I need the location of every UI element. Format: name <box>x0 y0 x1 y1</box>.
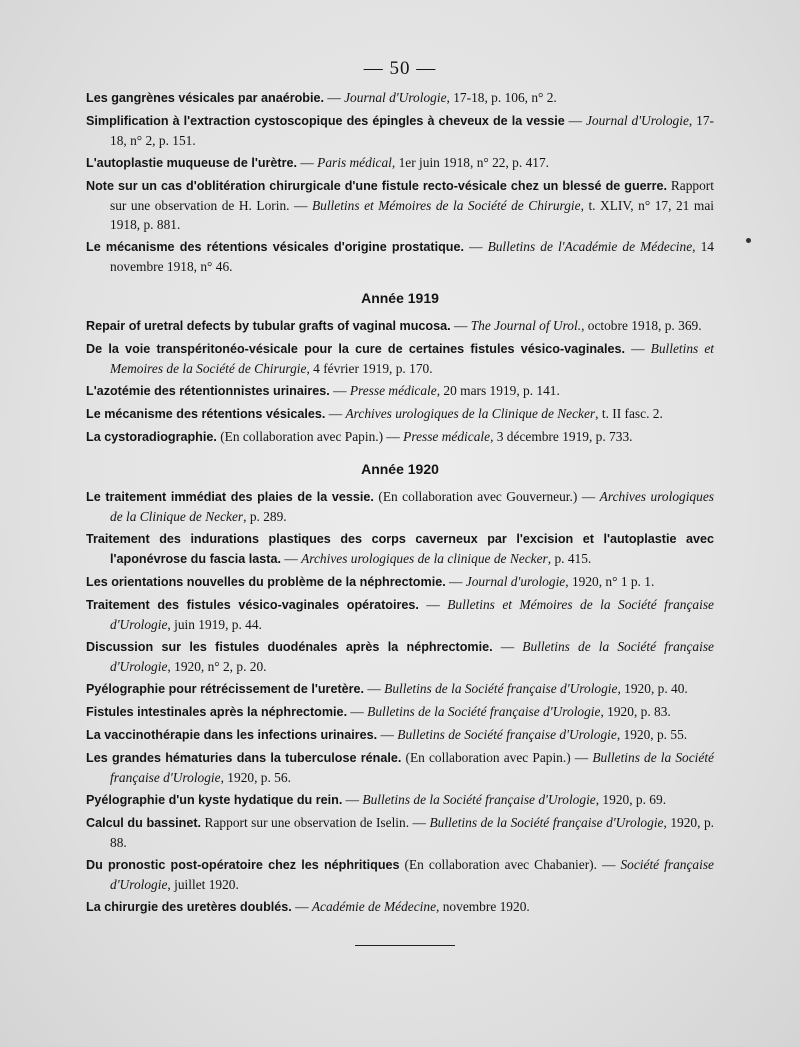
entry-source: Presse médicale <box>403 429 491 444</box>
entry-title: La chirurgie des uretères doublés. <box>86 900 292 914</box>
bibliography-entry <box>86 427 714 447</box>
entry-details: , 1920, p. 83. <box>600 704 671 719</box>
entry-title: Le mécanisme des rétentions vésicales d'origine prostatique. <box>86 240 465 254</box>
entry-details: , 14 novembre 1918, n° 46. <box>110 239 714 274</box>
entry-details: , 1920, p. 69. <box>595 792 667 807</box>
entry-source: Archives urologiques de la Clinique de Necker <box>110 489 714 524</box>
entry-details: , p. 289. <box>243 509 287 524</box>
entry-details: , 1920, p. 40. <box>617 681 688 696</box>
entry-details: , 1920, p. 55. <box>616 727 688 742</box>
entry-note: — <box>492 639 523 654</box>
bibliography-entry <box>86 595 714 634</box>
bibliography-entry <box>86 855 714 894</box>
entry-title: Fistules intestinales après la néphrectomie. <box>86 705 348 719</box>
entry-details: , octobre 1918, p. 369. <box>581 318 702 333</box>
entry-details: , novembre 1920. <box>436 899 530 914</box>
bibliography-entry <box>86 813 714 852</box>
entry-title: Calcul du bassinet. <box>86 816 202 830</box>
ink-speck <box>746 238 751 243</box>
entry-title: La vaccinothérapie dans les infections urinaires. <box>86 728 378 742</box>
entry-source: Bulletins de Société française d'Urologie <box>397 727 617 742</box>
bibliography-entry <box>86 572 714 592</box>
entry-source: Archives urologiques de la Clinique de Necker <box>345 406 596 421</box>
entry-note: (En collaboration avec Papin.) — <box>401 750 593 765</box>
entry-source: Société française d'Urologie <box>110 857 714 892</box>
entry-details: , t. XLIV, n° 17, 21 mai 1918, p. 881. <box>110 198 714 232</box>
entry-details: , 17-18, n° 2, p. 151. <box>110 113 715 148</box>
entry-title: Pyélographie d'un kyste hydatique du rein. <box>86 793 343 807</box>
entry-title: Traitement des fistules vésico-vaginales opératoires. <box>86 598 419 612</box>
page-number: — 50 — <box>363 58 437 79</box>
bibliography-entry <box>86 702 714 722</box>
entry-note: (En collaboration avec Gouverneur.) — <box>373 489 600 504</box>
entry-details: , 3 décembre 1919, p. 733. <box>490 429 633 444</box>
entry-note: — <box>418 597 448 612</box>
entry-note: — <box>364 681 385 696</box>
entry-note: — <box>377 727 398 742</box>
entry-source: Bulletins et Mémoires de la Société de Chirurgie <box>311 198 581 213</box>
entry-title: Le mécanisme des rétentions vésicales. <box>86 407 326 421</box>
entry-note: — <box>297 155 318 170</box>
entry-note: (En collaboration avec Chabanier). — <box>399 857 621 872</box>
bibliography-entry <box>86 897 714 917</box>
entry-title: Note sur un cas d'oblitération chirurgicale d'une fistule recto-vésicale chez un blessé de guerre. <box>86 179 667 193</box>
entry-details: , 17-18, p. 106, n° 2. <box>446 90 557 105</box>
bibliography-entry <box>86 237 714 276</box>
entry-source: Archives urologiques de la clinique de Necker <box>301 551 548 566</box>
entry-source: Bulletins de la Société française d'Urologie <box>367 704 601 719</box>
bibliography-entry <box>86 679 714 699</box>
entry-note: — <box>329 383 350 398</box>
entry-note: — <box>450 318 471 333</box>
entry-title: Le traitement immédiat des plaies de la vessie. <box>86 490 374 504</box>
bibliography-list <box>86 88 714 920</box>
entry-note: — <box>342 792 363 807</box>
entry-title: Les grandes hématuries dans la tuberculose rénale. <box>86 751 402 765</box>
entry-details: , t. II fasc. 2. <box>595 406 663 421</box>
entry-source: Bulletins de la Société française d'Urologie <box>110 750 714 785</box>
entry-note: — <box>280 551 302 566</box>
entry-source: Paris médical <box>317 155 392 170</box>
entry-title: Pyélographie pour rétrécissement de l'uretère. <box>86 682 365 696</box>
entry-source: Journal d'Urologie <box>585 113 689 128</box>
entry-title: Simplification à l'extraction cystoscopique des épingles à cheveux de la vessie <box>86 114 565 128</box>
entry-details: , 1920, n° 1 p. 1. <box>565 574 655 589</box>
entry-source: Presse médicale <box>349 383 437 398</box>
entry-details: , 4 février 1919, p. 170. <box>306 361 433 376</box>
entry-details: , 20 mars 1919, p. 141. <box>436 383 560 398</box>
entry-details: , p. 415. <box>547 551 592 566</box>
bibliography-entry <box>86 748 714 787</box>
bibliography-entry <box>86 88 714 108</box>
entry-source: Bulletins de la Société française d'Urologie <box>429 815 664 830</box>
bibliography-entry <box>86 381 714 401</box>
entry-note: — <box>625 341 651 356</box>
bibliography-entry <box>86 790 714 810</box>
entry-source: Bulletins de l'Académie de Médecine <box>487 239 693 254</box>
entry-title: Les gangrènes vésicales par anaérobie. <box>86 91 325 105</box>
bibliography-entry <box>86 404 714 424</box>
entry-note: Rapport sur une observation de H. Lorin. — <box>110 178 714 213</box>
entry-note: — <box>445 574 466 589</box>
entry-details: , 1920, p. 88. <box>110 815 714 850</box>
bibliography-entry <box>86 487 714 526</box>
bibliography-entry <box>86 725 714 745</box>
entry-title: Discussion sur les fistules duodénales après la néphrectomie. <box>86 640 493 654</box>
entry-note: — <box>564 113 586 128</box>
entry-title: Traitement des indurations plastiques des corps caverneux par l'excision et l'autoplastie avec l'aponévrose du fascia lasta. <box>86 532 714 566</box>
year-heading: Année 1919 <box>361 290 439 306</box>
end-rule <box>355 945 455 946</box>
entry-source: Académie de Médecine <box>311 899 437 914</box>
entry-source: Bulletins et Mémoires de la Société française d'Urologie <box>110 597 714 632</box>
entry-details: , juillet 1920. <box>167 877 239 892</box>
entry-details: , 1920, n° 2, p. 20. <box>167 659 267 674</box>
entry-title: Du pronostic post-opératoire chez les néphritiques <box>86 858 400 872</box>
entry-details: , 1er juin 1918, n° 22, p. 417. <box>391 155 550 170</box>
bibliography-entry <box>86 111 714 150</box>
bibliography-entry <box>86 316 714 336</box>
entry-source: The Journal of Urol. <box>470 318 582 333</box>
entry-note: — <box>325 406 346 421</box>
entry-note: (En collaboration avec Papin.) — <box>216 429 404 444</box>
entry-note: — <box>324 90 345 105</box>
bibliography-entry <box>86 176 714 234</box>
entry-source: Bulletins de la Société française d'Urologie <box>384 681 618 696</box>
entry-note: — <box>347 704 368 719</box>
entry-source: Bulletins et Memoires de la Société de Chirurgie <box>110 341 714 376</box>
entry-source: Journal d'urologie <box>465 574 566 589</box>
bibliography-entry <box>86 529 714 569</box>
entry-note: Rapport sur une observation de Iselin. — <box>201 815 430 830</box>
entry-note: — <box>464 239 488 254</box>
entry-source: Bulletins de la Société française d'Urologie <box>110 639 714 674</box>
entry-source: Journal d'Urologie <box>344 90 447 105</box>
entry-title: Les orientations nouvelles du problème de la néphrectomie. <box>86 575 446 589</box>
entry-title: La cystoradiographie. <box>86 430 217 444</box>
year-heading: Année 1920 <box>361 461 439 477</box>
entry-title: L'azotémie des rétentionnistes urinaires. <box>86 384 330 398</box>
entry-title: L'autoplastie muqueuse de l'urètre. <box>86 156 298 170</box>
bibliography-entry <box>86 153 714 173</box>
entry-title: Repair of uretral defects by tubular grafts of vaginal mucosa. <box>86 319 451 333</box>
bibliography-entry <box>86 339 714 378</box>
entry-source: Bulletins de la Société française d'Urologie <box>362 792 596 807</box>
entry-title: De la voie transpéritonéo-vésicale pour la cure de certaines fistules vésico-vaginales. <box>86 342 626 356</box>
entry-details: , 1920, p. 56. <box>220 770 291 785</box>
entry-note: — <box>291 899 312 914</box>
entry-details: , juin 1919, p. 44. <box>167 617 262 632</box>
bibliography-entry <box>86 637 714 676</box>
